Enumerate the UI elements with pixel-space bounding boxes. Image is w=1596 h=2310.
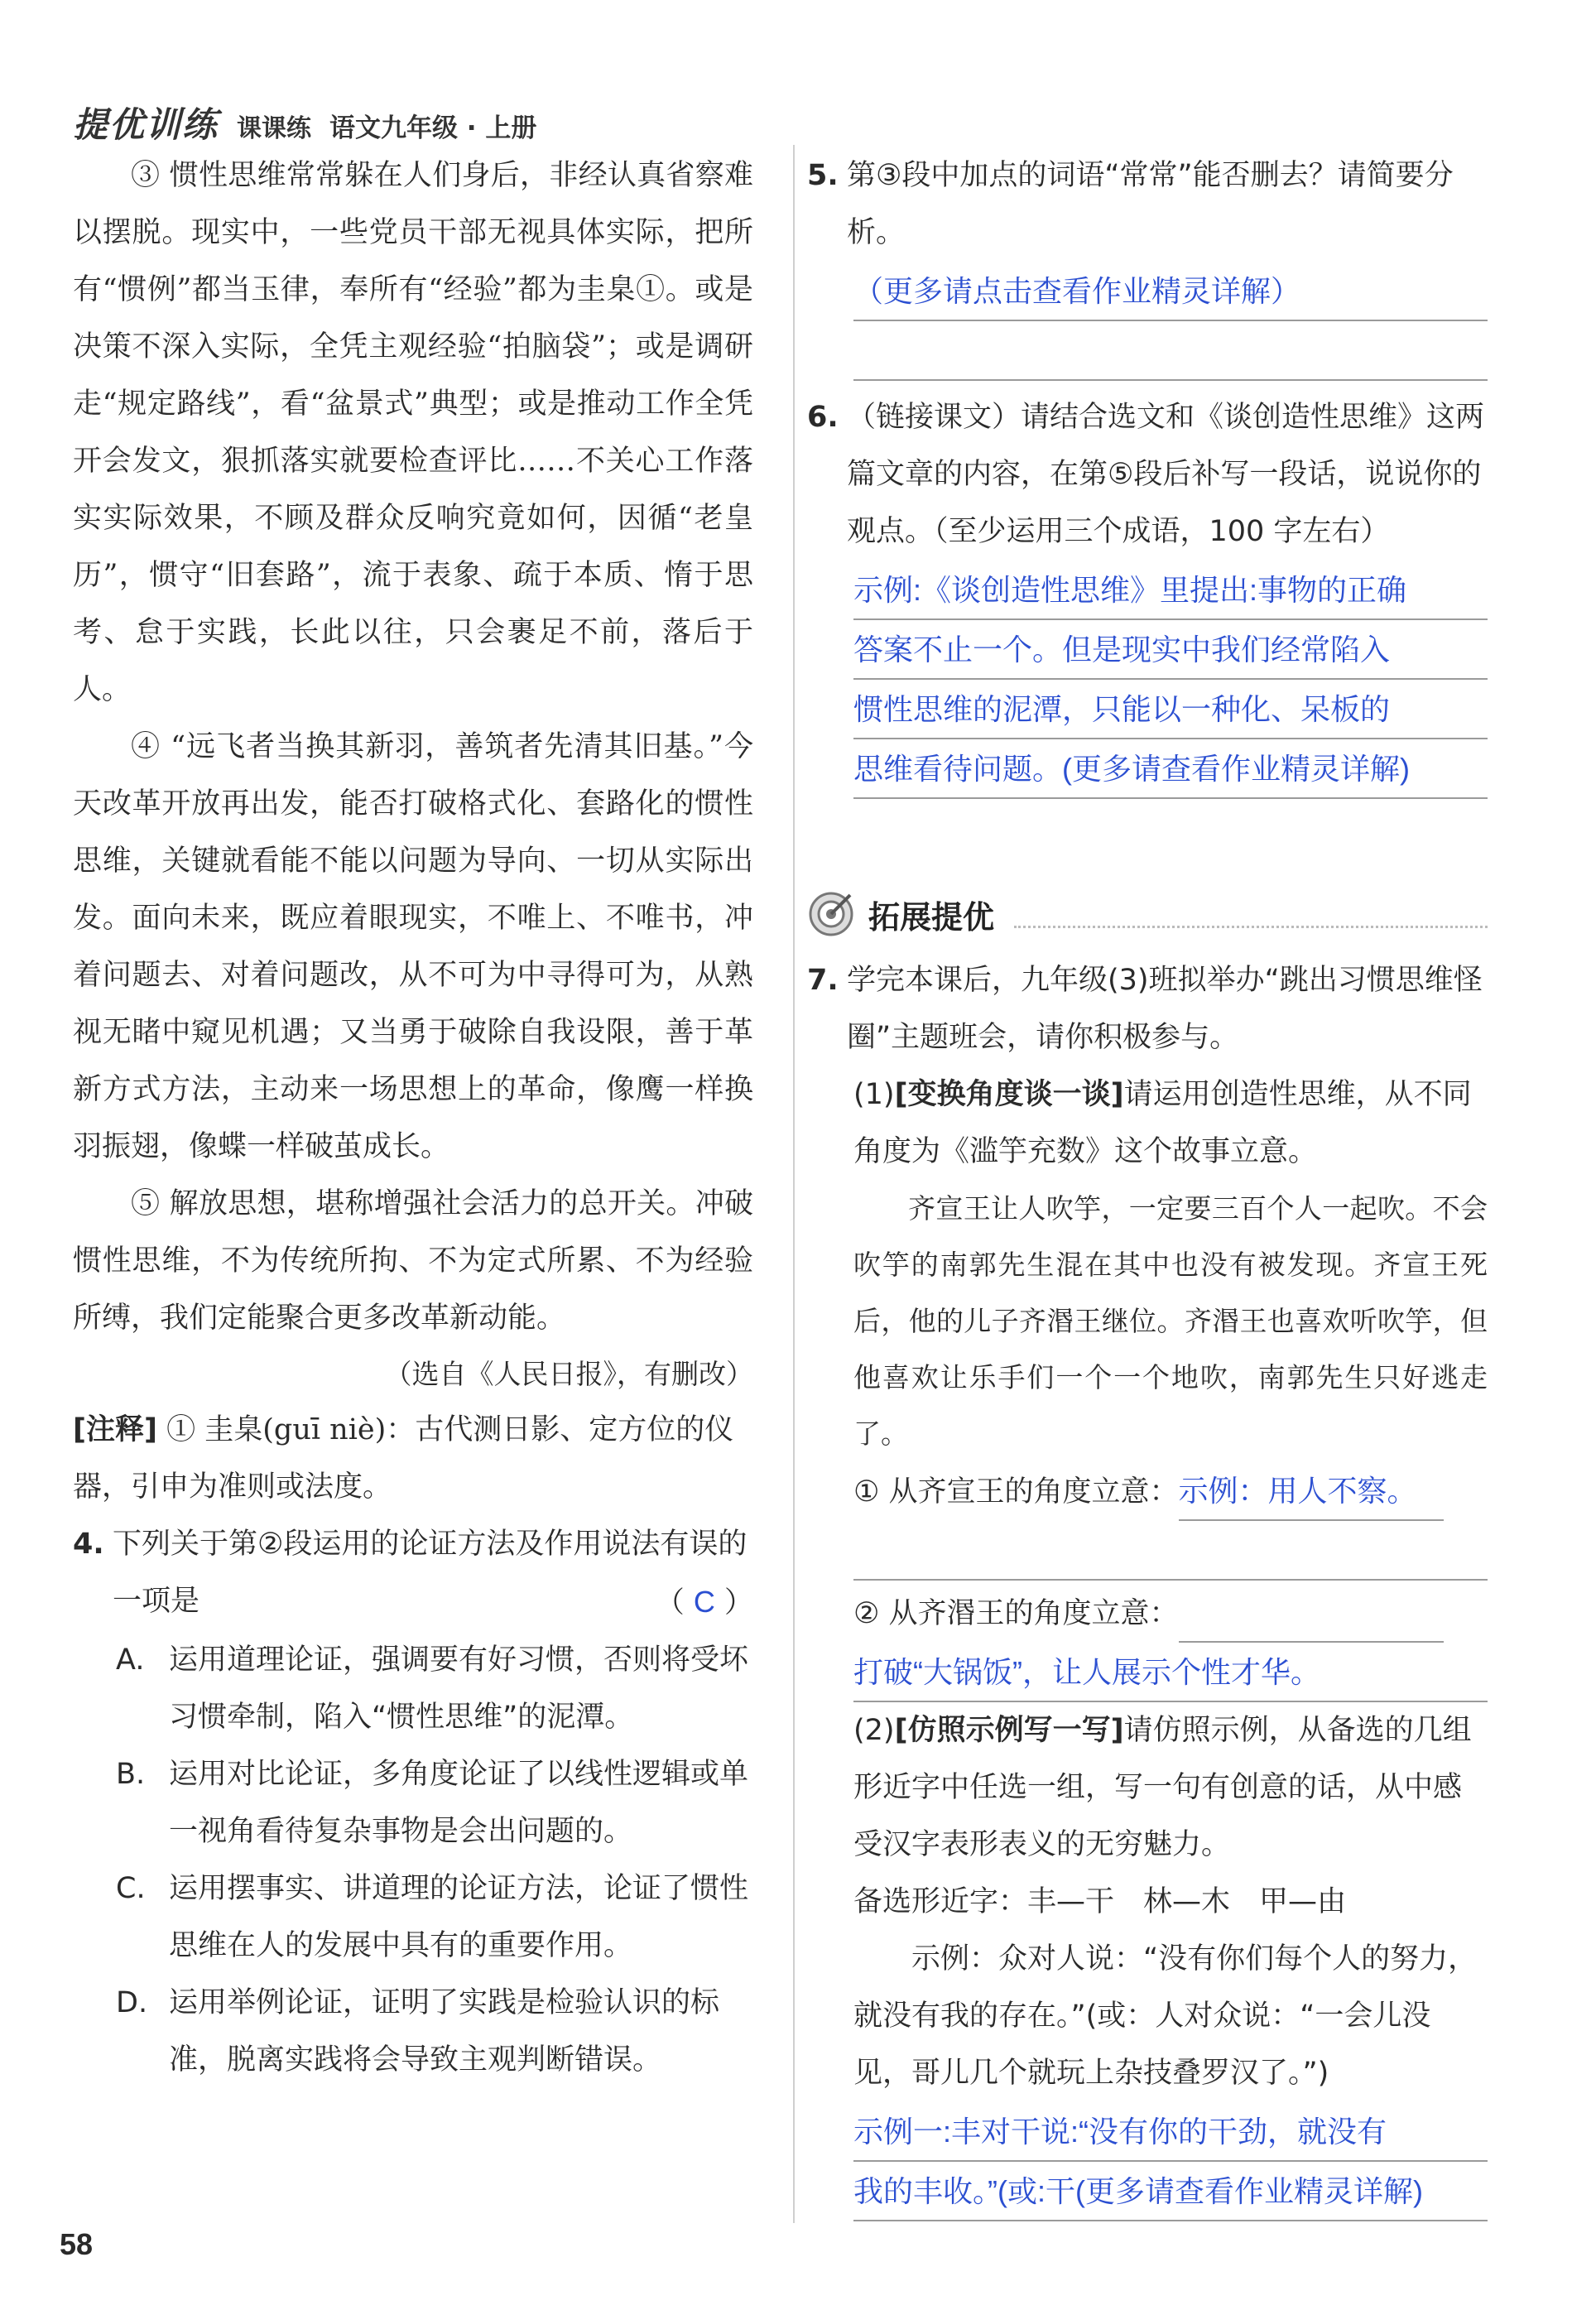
option-b [73, 1746, 753, 1860]
q6-answer-line: 答案不止一个。但是现实中我们经常陷入 [853, 620, 1488, 680]
q6-answer-line: 思维看待问题。(更多请查看作业精灵详解) [853, 739, 1488, 799]
question-stem: （链接课文）请结合选文和《谈创造性思维》这两篇文章的内容，在第⑤段后补写一段话，说说你的观点。（至少运用三个成语，100 字左右） [847, 401, 1485, 548]
left-column [73, 147, 753, 2089]
annotation [73, 1402, 753, 1516]
right-column-bottom [807, 952, 1488, 2221]
story-text: 齐宣王让人吹竽，一定要三百个人一起吹。不会吹竽的南郭先生混在其中也没有被发现。齐宣王死后，他的儿子齐湣王继位。齐湣王也喜欢听吹竽，但他喜欢让乐手们一个一个地吹，南郭先生只好逃走了。 [853, 1192, 1488, 1450]
question-stem: 第③段中加点的词语“常常”能否删去？请简要分析。 [847, 159, 1454, 249]
sub-label: [仿照示例写一写] [894, 1714, 1124, 1747]
question-7 [807, 952, 1488, 1066]
q5-answer-area [853, 262, 1488, 381]
example-text: 示例：众对人说：“没有你们每个人的努力，就没有我的存在。”(或：人对众说：“一会儿没见，哥儿几个就玩上杂技叠罗汉了。”) [853, 1942, 1478, 2090]
option-letter: C. [116, 1872, 146, 1905]
question-4 [73, 1516, 753, 1632]
item-answer: 示例：用人不察。 [1179, 1462, 1444, 1521]
section-header [807, 888, 1488, 941]
q7-answer-line: 我的丰收。”(或:干(更多请查看作业精灵详解) [853, 2162, 1488, 2221]
option-a [73, 1632, 753, 1746]
question-number: 5. [807, 159, 839, 192]
question-stem: 学完本课后，九年级(3)班拟举办“跳出习惯思维怪圈”主题班会，请你积极参与。 [847, 964, 1483, 1054]
option-text: 运用对比论证，多角度论证了以线性逻辑或单一视角看待复杂事物是会出问题的。 [169, 1758, 749, 1848]
q5-answer: （更多请点击查看作业精灵详解） [853, 262, 1488, 321]
paren-open: （ [655, 1586, 685, 1619]
item-1 [853, 1462, 1488, 1521]
target-icon [807, 890, 855, 938]
paragraph-3: ③ 惯性思维常常躲在人们身后，非经认真省察难以摆脱。现实中，一些党员干部无视具体实际，把所有“惯例”都当玉律，奉所有“经验”都为圭臬①。或是决策不深入实际，全凭主观经验“拍脑袋”；或是调研走“规定路线”，看“盆景式”典型；或是推动工作全凭开会发文，狠抓落实就要检查评比……不关心工作落实实际效果，不顾及群众反响究竟如何，因循“老皇历”，惯守“旧套路”，流于表象、疏于本质、惰于思考、怠于实践，长此以往，只会裹足不前，落后于人。 [73, 159, 753, 706]
item-2 [853, 1586, 1488, 1643]
q7-body [853, 1066, 1488, 2221]
series-title: 课课练 [237, 114, 312, 143]
paren-close: ） [723, 1586, 753, 1619]
right-column-top [807, 147, 1488, 799]
sub-prefix: (2) [853, 1714, 895, 1747]
page-header [73, 98, 536, 147]
blank-line [1179, 1598, 1444, 1643]
column-divider [793, 145, 795, 2223]
item-label: ① 从齐宣王的角度立意： [853, 1475, 1179, 1509]
option-text: 运用摆事实、讲道理的论证方法，论证了惯性思维在人的发展中具有的重要作用。 [169, 1872, 749, 1962]
question-number: 6. [807, 401, 839, 434]
q6-answer-line: 示例:《谈创造性思维》里提出:事物的正确 [853, 561, 1488, 620]
question-5 [807, 147, 1488, 262]
question-number: 4. [73, 1528, 104, 1561]
sub-question-2 [853, 1702, 1488, 1874]
option-letter: A. [116, 1643, 145, 1677]
sub-label: [变换角度谈一谈] [894, 1078, 1124, 1111]
option-c [73, 1860, 753, 1975]
sub-question-1 [853, 1066, 1488, 1181]
paragraph-5: ⑤ 解放思想，堪称增强社会活力的总开关。冲破惯性思维，不为传统所拘、不为定式所累、不为经验所缚，我们定能聚合更多改革新动能。 [73, 1187, 753, 1335]
paragraph-4: ④ “远飞者当换其新羽，善筑者先清其旧基。”今天改革开放再出发，能否打破格式化、套路化的惯性思维，关键就看能不能以问题为导向、一切从实际出发。面向未来，既应着眼现实，不唯上、不唯书，冲着问题去、对着问题改，从不可为中寻得可为，从熟视无睹中窥见机遇；又当勇于破除自我设限，善于革新方式方法，主动来一场思想上的革命，像鹰一样换羽振翅，像蝶一样破茧成长。 [73, 730, 753, 1163]
option-text: 运用道理论证，强调要有好习惯，否则将受坏习惯牵制，陷入“惯性思维”的泥潭。 [169, 1643, 749, 1734]
candidates: 备选形近字：丰—干 林—木 甲—由 [853, 1885, 1347, 1918]
option-text: 运用举例论证，证明了实践是检验认识的标准，脱离实践将会导致主观判断错误。 [169, 1986, 720, 2077]
option-d [73, 1975, 753, 2089]
item-answer: 打破“大锅饭”，让人展示个性才华。 [853, 1643, 1488, 1702]
source-citation: （选自《人民日报》，有删改） [384, 1358, 753, 1390]
choice-answer: C [693, 1585, 715, 1619]
option-letter: B. [116, 1758, 146, 1791]
item-label: ② 从齐湣王的角度立意： [853, 1597, 1179, 1630]
sub-text: 请仿照示例，从备选的几组形近字中任选一组，写一句有创意的话，从中感受汉字表形表义的无穷魅力。 [853, 1714, 1472, 1861]
q6-answer-area [853, 561, 1488, 799]
answer-bracket [656, 1573, 753, 1632]
page-number: 58 [60, 2227, 94, 2261]
sub-prefix: (1) [853, 1078, 895, 1111]
question-6 [807, 389, 1488, 561]
annotation-text: ① 圭臬(guī niè)：古代测日影、定方位的仪器，引申为准则或法度。 [73, 1413, 734, 1504]
q7-answer-line: 示例一:丰对干说:“没有你的干劲，就没有 [853, 2102, 1488, 2162]
brand-title: 提优训练 [73, 104, 219, 145]
answer-line [853, 1521, 1488, 1581]
section-title: 拓展提优 [868, 898, 995, 936]
annotation-label: [注释] [73, 1413, 157, 1446]
question-stem: 下列关于第②段运用的论证方法及作用说法有误的一项是 [113, 1528, 748, 1618]
answer-line [853, 321, 1488, 381]
section-rule [1014, 901, 1488, 928]
option-letter: D. [116, 1986, 148, 2019]
q6-answer-line: 惯性思维的泥潭，只能以一种化、呆板的 [853, 680, 1488, 739]
sub-text: 请运用创造性思维，从不同角度为《滥竽充数》这个故事立意。 [853, 1078, 1472, 1168]
question-number: 7. [807, 964, 839, 997]
book-subtitle: 语文九年级 · 上册 [329, 113, 537, 143]
